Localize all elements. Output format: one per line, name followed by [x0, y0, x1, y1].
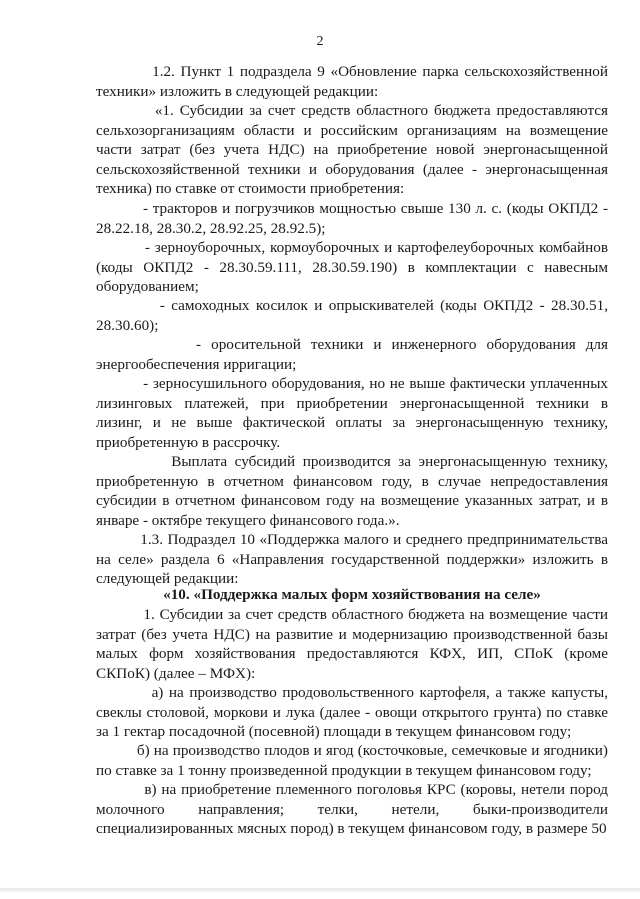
list-item-a-potatoes: а) на производство продовольственного картофеля, а также капусты, свеклы столовой, моркови и лука (далее - овощи открытого грунта) по ставке за 1 гектар посадочной (посевной) площади в текущем финансовом году;	[96, 684, 608, 741]
list-item-tractors: - тракторов и погрузчиков мощностью свыше 130 л. с. (коды ОКПД2 - 28.22.18, 28.30.2, 28.92.25, 28.92.5);	[96, 200, 608, 237]
paragraph-1-2: 1.2. Пункт 1 подраздела 9 «Обновление парка сельскохозяйственной техники» изложить в следующей редакции:	[96, 63, 608, 100]
list-item-b-fruits: б) на производство плодов и ягод (косточковые, семечковые и ягодники) по ставке за 1 тонну произведенной продукции в текущем финансовом году;	[96, 742, 608, 779]
list-item-combines: - зерноуборочных, кормоуборочных и картофелеуборочных комбайнов (коды ОКПД2 - 28.30.59.111, 28.30.59.190) в комплектации с навесным оборудованием;	[96, 239, 608, 296]
paragraph-subsidy-mfh: 1. Субсидии за счет средств областного бюджета на возмещение части затрат (без учета НДС) на развитие и модернизацию производственной базы малых форм хозяйствования предоставляются КФХ, ИП, СПоК (кроме СКПоК) (далее – МФХ):	[96, 606, 608, 682]
paragraph-payment: Выплата субсидий производится за энергонасыщенную технику, приобретенную в отчетном финансовом году, в случае непредоставления субсидии в отчетном финансовом году на возмещение указанных затрат, и в январе - октябре текущего финансового года.».	[96, 453, 608, 529]
paragraph-subsidy-1: «1. Субсидии за счет средств областного бюджета предоставляются сельхозорганизациям области и российским организациям на возмещение части затрат (без учета НДС) на приобретение новой энергонасыщенной сельскохозяйственной техники и оборудования (далее - энергонасыщенная техника) по ставке от стоимости приобретения:	[96, 102, 608, 198]
section-heading-10: «10. «Поддержка малых форм хозяйствования на селе»	[163, 586, 541, 603]
paragraph-1-3: 1.3. Подраздел 10 «Поддержка малого и среднего предпринимательства на селе» раздела 6 «Направления государственной поддержки» изложить в следующей редакции:	[96, 531, 608, 588]
page-number: 2	[316, 34, 324, 49]
list-item-mowers: - самоходных косилок и опрыскивателей (коды ОКПД2 - 28.30.51, 28.30.60);	[96, 297, 608, 334]
list-item-v-cattle: в) на приобретение племенного поголовья КРС (коровы, нетели пород молочного направления; телки, нетели, быки-производители специализированных мясных пород) в текущем финансовом году, в размере 50	[96, 781, 608, 838]
scan-edge	[0, 888, 640, 892]
list-item-irrigation: - оросительной техники и инженерного оборудования для энергообеспечения ирригации;	[96, 336, 608, 373]
list-item-grain-dryers: - зерносушильного оборудования, но не выше фактически уплаченных лизинговых платежей, при приобретении энергонасыщенной техники в лизинг, и не выше фактической оплаты за энергонасыщенную технику, приобретенную в рассрочку.	[96, 375, 608, 451]
